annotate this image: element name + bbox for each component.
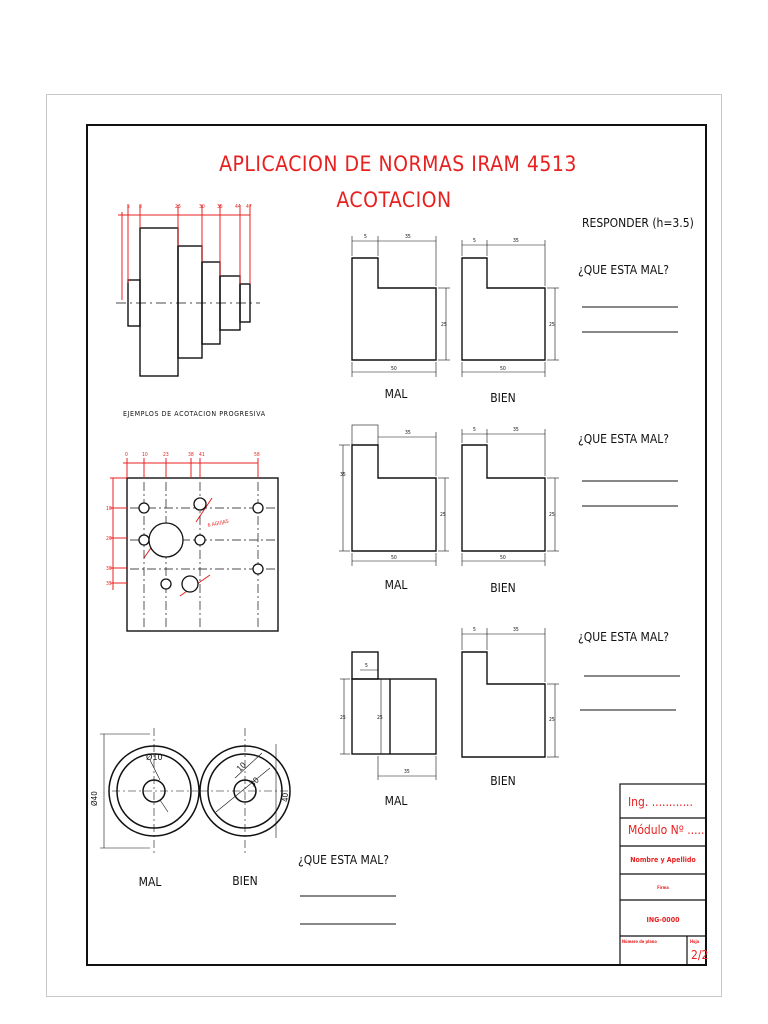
circle-bien-dim-outer: 40: [281, 792, 290, 802]
row1-bien-label: BIEN: [490, 391, 516, 405]
title-block: [620, 784, 709, 965]
row1-mal-dim: 5: [364, 234, 367, 240]
row3-mal-dims: [340, 670, 436, 780]
sheet-title: APLICACION DE NORMAS IRAM 4513: [219, 152, 577, 176]
row2-mal-dim: 35: [340, 472, 346, 478]
row1-bien-dim: 35: [513, 238, 519, 244]
row3-mal-dim: 25: [377, 715, 383, 721]
row1-bien-dim: 50: [500, 366, 506, 372]
shaft-dimensions: [118, 205, 250, 300]
examples-caption: EJEMPLOS DE ACOTACION PROGRESIVA: [123, 410, 266, 418]
plate-dim-labels: [106, 452, 260, 587]
plate-top-tick: 0: [125, 452, 128, 458]
plate-dimensions: [110, 458, 258, 596]
row3-mal-dim: 35: [404, 769, 410, 775]
tb-hoja: 2/2: [691, 948, 709, 962]
circle-mal-label: MAL: [138, 875, 162, 889]
row3-mal-dim: 25: [340, 715, 346, 721]
row3-bien-dim: 5: [473, 627, 476, 633]
plate-holes: [139, 498, 263, 592]
plate-left-tick: 20: [106, 536, 112, 542]
tb-hoja-label: Hoja: [690, 939, 700, 944]
plate-note: 6 AGUJAS: [207, 518, 230, 529]
row2-mal-dim: 35: [405, 430, 411, 436]
plate-top-tick: 41: [199, 452, 205, 458]
row2-mal-label: MAL: [384, 578, 408, 592]
row2-mal-dims: [339, 425, 449, 566]
circle-bien-dim-mid: 30: [248, 775, 261, 789]
row1-mal-dim: 35: [405, 234, 411, 240]
shaft-tick: 30: [199, 204, 205, 210]
row1-bien-part: [462, 258, 545, 360]
circle-bien-dims: [200, 728, 290, 854]
tb-firma: Firma: [657, 885, 669, 890]
row2-bien-dim: 25: [549, 512, 555, 518]
shaft-tick: 8: [139, 204, 142, 210]
tb-modulo: Módulo Nº .....: [628, 823, 705, 837]
row2-mal-dim: 50: [391, 555, 397, 561]
row3-bien-label: BIEN: [490, 774, 516, 788]
row3-bien-part: [462, 652, 545, 757]
plate-left-tick: 35: [106, 581, 112, 587]
row1-mal-dim: 25: [441, 322, 447, 328]
circle-mal-dim-hole: Ø10: [146, 753, 163, 763]
row1-mal-part: [352, 258, 436, 360]
plate-top-tick: 38: [188, 452, 194, 458]
row3-mal-dim: 5: [365, 663, 368, 669]
question-3: ¿QUE ESTA MAL?: [578, 630, 669, 644]
tb-code: ING-0000: [646, 916, 680, 924]
row2-bien-label: BIEN: [490, 581, 516, 595]
row3-bien-dim: 35: [513, 627, 519, 633]
circle-bien-dim-hole: 10: [235, 760, 248, 774]
plate-left-tick: 30: [106, 566, 112, 572]
shaft-dim-labels: [127, 204, 252, 210]
row2-bien-dim: 5: [473, 427, 476, 433]
plate-top-tick: 10: [142, 452, 148, 458]
row3-mal-label: MAL: [384, 794, 408, 808]
row2-bien-dim: 35: [513, 427, 519, 433]
tb-nombre: Nombre y Apellido: [630, 856, 696, 864]
plate-left-tick: 10: [106, 506, 112, 512]
question-2: ¿QUE ESTA MAL?: [578, 432, 669, 446]
shaft-tick: 35: [217, 204, 223, 210]
shaft-tick: 23: [175, 204, 181, 210]
plate-top-tick: 58: [254, 452, 260, 458]
question-4: ¿QUE ESTA MAL?: [298, 853, 389, 867]
row2-mal-dim: 25: [440, 512, 446, 518]
shaft-tick: 44: [235, 204, 241, 210]
circle-bien-label: BIEN: [232, 874, 258, 888]
plate-top-tick: 23: [163, 452, 169, 458]
tb-plano-label: Número de plano: [622, 939, 657, 944]
circle-mal-dim-outer: Ø40: [90, 791, 99, 806]
sheet-subtitle: ACOTACION: [336, 188, 452, 212]
shaft-tick: 47: [246, 204, 252, 210]
row2-bien-dim: 50: [500, 555, 506, 561]
question-1: ¿QUE ESTA MAL?: [578, 263, 669, 277]
shaft-tick: 5: [127, 204, 130, 210]
row1-mal-label: MAL: [384, 387, 408, 401]
stepped-shaft: [128, 228, 250, 376]
row1-bien-dim: 5: [473, 238, 476, 244]
row1-mal-dim: 50: [391, 366, 397, 372]
tb-ing: Ing. ............: [628, 795, 693, 809]
row2-mal-part: [352, 445, 436, 551]
responder-heading: RESPONDER (h=3.5): [582, 216, 694, 230]
row3-bien-dim: 25: [549, 717, 555, 723]
row2-bien-part: [462, 445, 545, 551]
row1-bien-dim: 25: [549, 322, 555, 328]
